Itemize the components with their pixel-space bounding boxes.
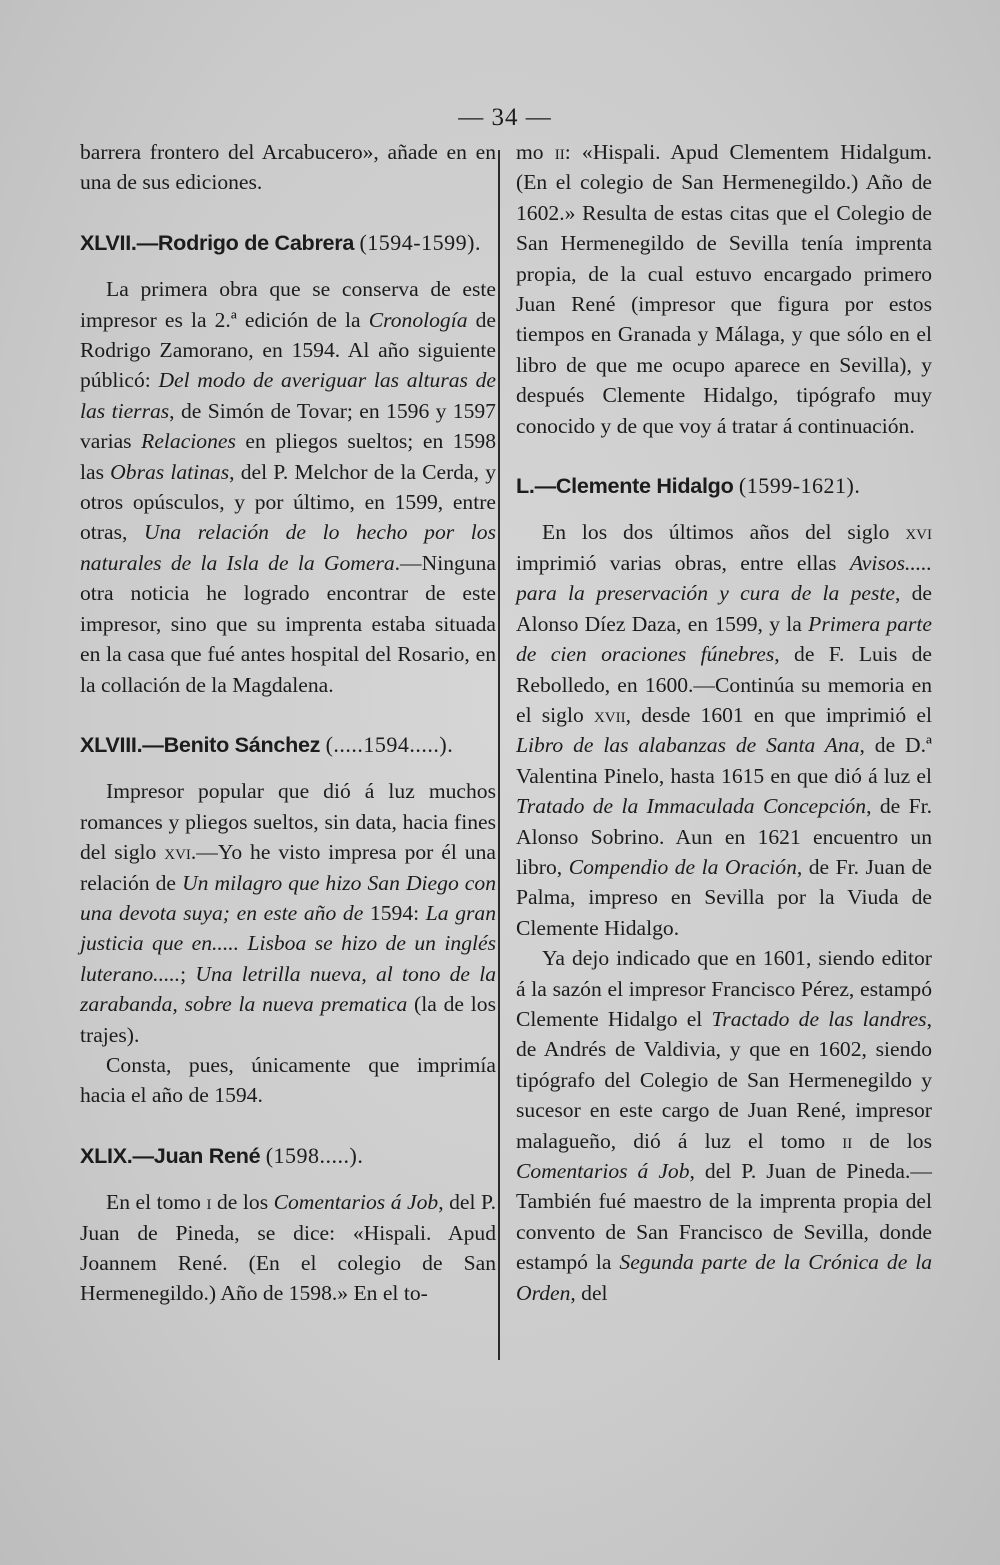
printer-name: —Clemente Hidalgo	[534, 473, 734, 499]
section-heading-l	[516, 471, 932, 501]
left-column	[80, 137, 496, 1309]
section-paragraph: En los dos últimos años del siglo xvi imprimió varias obras, entre ellas Avisos..... para la preservación y cura de la peste, de Alonso Díez Daza, en 1599, y la Primera parte de cien oraciones fúnebres, de F. Luis de Rebolledo, en 1600.—Continúa su memoria en el siglo xvii, desde 1601 en que imprimió el Libro de las alabanzas de Santa Ana, de D.ª Valentina Pinelo, hasta 1615 en que dió á luz el Tratado de la Immaculada Concepción, de Fr. Alonso Sobrino. Aun en 1621 encuentro un libro, Compendio de la Oración, de Fr. Juan de Palma, impreso en Sevilla por la Viuda de Clemente Hidalgo.	[516, 520, 932, 940]
section-number: L.	[516, 473, 535, 499]
right-column	[516, 137, 932, 1308]
continued-paragraph: mo ii: «Hispali. Apud Clementem Hidalgum. (En el colegio de San Hermenegildo.) Año de 1602.» Resulta de estas citas que el Colegio de San Hermenegildo de Sevilla tenía imprenta propia, de la cual estuvo encargado primero Juan René (impresor que figura por estos tiempos en Granada y Málaga, y que sólo en el libro de que me ocupo aparece en Sevilla), y después Clemente Hidalgo, tipógrafo muy conocido y de que voy á tratar á continuación.	[516, 140, 932, 438]
continued-paragraph: barrera frontero del Arcabucero», añade en en una de sus ediciones.	[80, 140, 496, 195]
section-paragraph: Consta, pues, únicamente que imprimía hacia el año de 1594.	[80, 1052, 496, 1108]
page-number: — 34 —	[458, 104, 552, 131]
section-paragraph: Impresor popular que dió á luz muchos romances y pliegos sueltos, sin data, hacia fines del siglo xvi.—Yo he visto impresa por él una relación de Un milagro que hizo San Diego con una devota suya; en este año de 1594: La gran justicia que en..... Lisboa se hizo de un inglés luterano.....; Una letrilla nueva, al tono de la zarabanda, sobre la nueva prematica (la de los trajes).	[80, 779, 497, 1047]
printer-dates: (1599-1621).	[738, 473, 861, 499]
section-heading-xlviii	[80, 730, 496, 760]
section-heading-xlvii	[80, 228, 496, 258]
printer-name: —Juan René	[132, 1142, 261, 1168]
printer-name: —Rodrigo de Cabrera	[136, 229, 355, 255]
section-paragraph: Ya dejo indicado que en 1601, siendo editor á la sazón el impresor Francisco Pérez, estampó Clemente Hidalgo el Tractado de las landres, de Andrés de Valdivia, y que en 1602, siendo tipógrafo del Colegio de San Hermenegildo y sucesor en este cargo de Juan René, impresor malagueño, dió á luz el tomo ii de los Comentarios á Job, del P. Juan de Pineda.—También fué maestro de la imprenta propia del convento de San Francisco de Sevilla, donde estampó la Segunda parte de la Crónica de la Orden, del	[516, 946, 932, 1305]
section-number: XLVII.	[80, 229, 137, 255]
printer-dates: (1598.....).	[265, 1142, 364, 1168]
section-paragraph: La primera obra que se conserva de este impresor es la 2.ª edición de la Cronología de Rodrigo Zamorano, en 1594. Al año siguiente públicó: Del modo de averiguar las alturas de las tierras, de Simón de Tovar; en 1596 y 1597 varias Relaciones en pliegos sueltos; en 1598 las Obras latinas, del P. Melchor de la Cerda, y otros opúsculos, y por último, en 1599, entre otras, Una relación de lo hecho por los naturales de la Isla de la Gomera.—Ninguna otra noticia he logrado encontrar de este impresor, sino que su imprenta estaba situada en la casa que fué antes hospital del Rosario, en la collación de la Magdalena.	[80, 277, 497, 697]
column-divider	[498, 150, 500, 1360]
section-number: XLVIII.	[80, 731, 143, 757]
printer-dates: (1594-1599).	[359, 229, 481, 255]
printer-name: —Benito Sánchez	[142, 731, 321, 757]
section-number: XLIX.	[80, 1142, 133, 1168]
section-paragraph: En el tomo i de los Comentarios á Job, del P. Juan de Pineda, se dice: «Hispali. Apud Joannem René. (En el colegio de San Hermenegildo.) Año de 1598.» En el to-	[80, 1190, 496, 1306]
section-heading-xlix	[80, 1141, 496, 1171]
printer-dates: (.....1594.....).	[325, 731, 454, 757]
